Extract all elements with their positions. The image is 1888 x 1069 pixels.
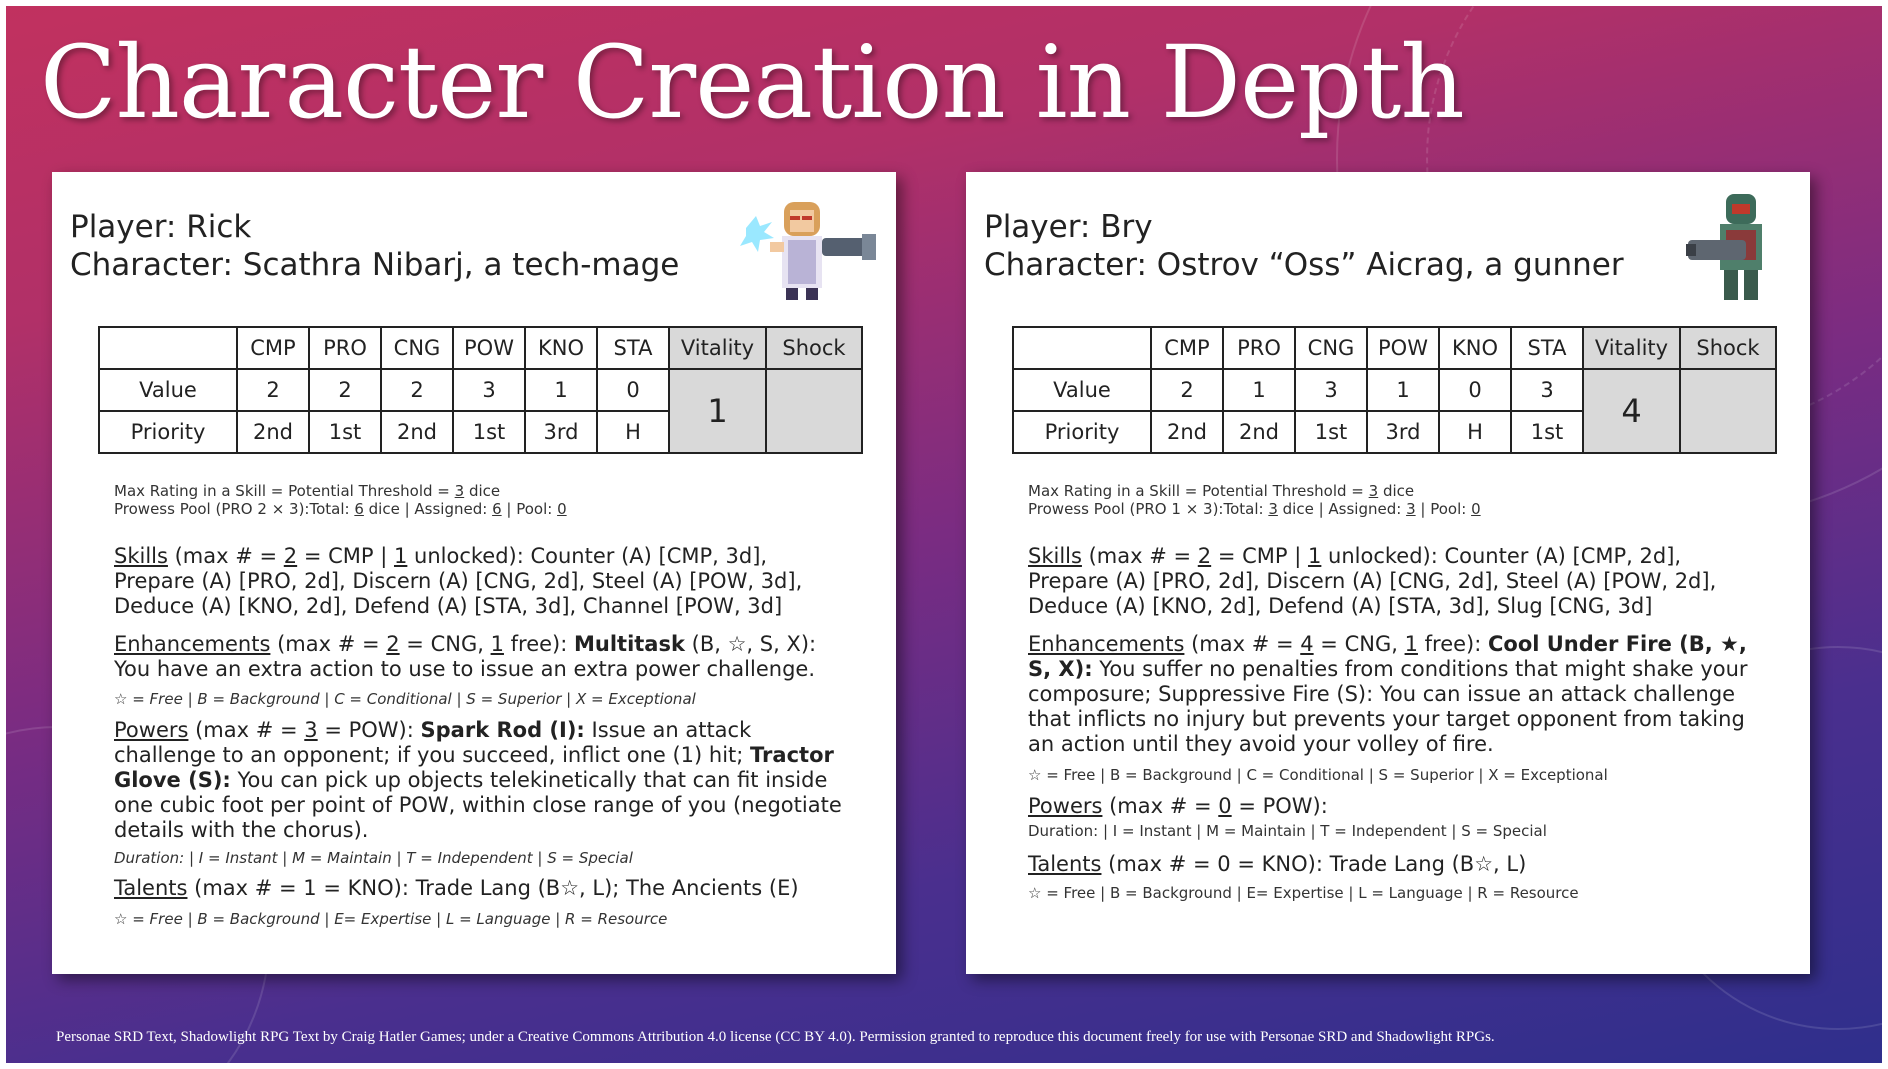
card-header bbox=[984, 208, 1624, 284]
prowess-pool-line: Prowess Pool (PRO 2 × 3):Total: 6 dice | Assigned: 6 | Pool: 0 bbox=[114, 500, 567, 518]
powers-section: Powers (max # = 0 = POW): bbox=[1028, 794, 1328, 818]
talent-legend: ☆ = Free | B = Background | E= Expertise | L = Language | R = Resource bbox=[114, 910, 668, 928]
value-sta: 3 bbox=[1511, 369, 1583, 411]
value-pow: 3 bbox=[453, 369, 525, 411]
priority-kno: 3rd bbox=[525, 411, 597, 453]
talent-legend: ☆ = Free | B = Background | E= Expertise | L = Language | R = Resource bbox=[1028, 884, 1579, 902]
header-vitality: Vitality bbox=[669, 327, 766, 369]
header-vitality: Vitality bbox=[1583, 327, 1680, 369]
header-cmp: CMP bbox=[237, 327, 309, 369]
value-cmp: 2 bbox=[237, 369, 309, 411]
value-pow: 1 bbox=[1367, 369, 1439, 411]
value-cng: 3 bbox=[1295, 369, 1367, 411]
header-pow: POW bbox=[1367, 327, 1439, 369]
gunner-sprite-icon bbox=[1686, 188, 1796, 308]
enhancements-section: Enhancements (max # = 4 = CNG, 1 free): Cool Under Fire (B, ★, S, X): You suffer no penalties from conditions that might shake your composure; Suppressive Fire (S): You can issue an attack challenge that inflicts no injury but prevents your target opponent from taking an action until they avoid your volley of fire. bbox=[1028, 632, 1748, 756]
character-name: Character: Scathra Nibarj, a tech-mage bbox=[70, 247, 680, 283]
priority-cmp: 2nd bbox=[1151, 411, 1223, 453]
value-row bbox=[1013, 369, 1776, 411]
header-cng: CNG bbox=[1295, 327, 1367, 369]
header-cng: CNG bbox=[381, 327, 453, 369]
max-rating-line: Max Rating in a Skill = Potential Threshold = 3 dice bbox=[114, 482, 501, 500]
shock-value bbox=[1680, 369, 1776, 453]
header-pro: PRO bbox=[309, 327, 381, 369]
header-shock: Shock bbox=[1680, 327, 1776, 369]
header-sta: STA bbox=[1511, 327, 1583, 369]
priority-cng: 2nd bbox=[381, 411, 453, 453]
header-kno: KNO bbox=[1439, 327, 1511, 369]
priority-pro: 2nd bbox=[1223, 411, 1295, 453]
priority-sta: H bbox=[597, 411, 669, 453]
priority-label: Priority bbox=[1013, 411, 1151, 453]
value-pro: 1 bbox=[1223, 369, 1295, 411]
powers-section: Powers (max # = 3 = POW): Spark Rod (I): Issue an attack challenge to an opponent; if you succeed, inflict one (1) hit; Tractor Glove (S): You can pick up objects telekinetically that can fit inside one cubic foot per point of POW, within close range of you (negotiate details with the chorus). bbox=[114, 718, 842, 842]
empty-header-cell bbox=[1013, 327, 1151, 369]
enhancements-section: Enhancements (max # = 2 = CNG, 1 free): Multitask (B, ☆, S, X): You have an extra action to use to issue an extra power challenge. bbox=[114, 632, 817, 681]
priority-label: Priority bbox=[99, 411, 237, 453]
value-pro: 2 bbox=[309, 369, 381, 411]
priority-cmp: 2nd bbox=[237, 411, 309, 453]
character-card-rick bbox=[52, 172, 896, 974]
vitality-value: 4 bbox=[1583, 369, 1680, 453]
slide bbox=[6, 6, 1882, 1063]
player-name: Player: Rick bbox=[70, 209, 252, 245]
card-header bbox=[70, 208, 679, 284]
stats-table bbox=[1012, 326, 1777, 454]
stats-header-row bbox=[1013, 327, 1776, 369]
header-shock: Shock bbox=[766, 327, 862, 369]
value-cng: 2 bbox=[381, 369, 453, 411]
character-name: Character: Ostrov “Oss” Aicrag, a gunner bbox=[984, 247, 1624, 283]
player-name: Player: Bry bbox=[984, 209, 1153, 245]
value-label: Value bbox=[1013, 369, 1151, 411]
power-duration-legend: Duration: | I = Instant | M = Maintain | T = Independent | S = Special bbox=[114, 849, 633, 867]
header-kno: KNO bbox=[525, 327, 597, 369]
power-duration-legend: Duration: | I = Instant | M = Maintain | T = Independent | S = Special bbox=[1028, 822, 1547, 840]
skills-section: Skills (max # = 2 = CMP | 1 unlocked): Counter (A) [CMP, 3d], Prepare (A) [PRO, 2d], Discern (A) [CNG, 2d], Steel (A) [POW, 3d], Deduce (A) [KNO, 2d], Defend (A) [STA, 3d], Channel [POW, 3d] bbox=[114, 544, 803, 618]
license-footer: Personae SRD Text, Shadowlight RPG Text by Craig Hatler Games; under a Creative Commons Attribution 4.0 license (CC BY 4.0). Permission granted to reproduce this document freely for use with Personae SRD and Shadowlight RPGs. bbox=[56, 1029, 1495, 1045]
character-card-bry bbox=[966, 172, 1810, 974]
pool-notes bbox=[1028, 482, 1481, 518]
pool-notes bbox=[114, 482, 567, 518]
value-kno: 1 bbox=[525, 369, 597, 411]
prowess-pool-line: Prowess Pool (PRO 1 × 3):Total: 3 dice | Assigned: 3 | Pool: 0 bbox=[1028, 500, 1481, 518]
skills-section: Skills (max # = 2 = CMP | 1 unlocked): Counter (A) [CMP, 2d], Prepare (A) [PRO, 2d], Discern (A) [CNG, 2d], Steel (A) [POW, 2d], Deduce (A) [KNO, 2d], Defend (A) [STA, 3d], Slug [CNG, 3d] bbox=[1028, 544, 1717, 618]
priority-sta: 1st bbox=[1511, 411, 1583, 453]
priority-pow: 1st bbox=[453, 411, 525, 453]
priority-kno: H bbox=[1439, 411, 1511, 453]
talents-section: Talents (max # = 0 = KNO): Trade Lang (B☆, L) bbox=[1028, 852, 1527, 876]
value-label: Value bbox=[99, 369, 237, 411]
value-kno: 0 bbox=[1439, 369, 1511, 411]
priority-pro: 1st bbox=[309, 411, 381, 453]
value-cmp: 2 bbox=[1151, 369, 1223, 411]
empty-header-cell bbox=[99, 327, 237, 369]
header-cmp: CMP bbox=[1151, 327, 1223, 369]
header-pow: POW bbox=[453, 327, 525, 369]
talents-section: Talents (max # = 1 = KNO): Trade Lang (B☆, L); The Ancients (E) bbox=[114, 876, 799, 900]
priority-cng: 1st bbox=[1295, 411, 1367, 453]
vitality-value: 1 bbox=[669, 369, 766, 453]
stats-header-row bbox=[99, 327, 862, 369]
slide-title: Character Creation in Depth bbox=[40, 24, 1464, 141]
header-sta: STA bbox=[597, 327, 669, 369]
enhancement-legend: ☆ = Free | B = Background | C = Conditional | S = Superior | X = Exceptional bbox=[1028, 766, 1608, 784]
priority-pow: 3rd bbox=[1367, 411, 1439, 453]
tech-mage-sprite-icon bbox=[732, 188, 882, 308]
value-row bbox=[99, 369, 862, 411]
stats-table bbox=[98, 326, 863, 454]
header-pro: PRO bbox=[1223, 327, 1295, 369]
max-rating-line: Max Rating in a Skill = Potential Threshold = 3 dice bbox=[1028, 482, 1415, 500]
enhancement-legend: ☆ = Free | B = Background | C = Conditional | S = Superior | X = Exceptional bbox=[114, 690, 696, 708]
value-sta: 0 bbox=[597, 369, 669, 411]
shock-value bbox=[766, 369, 862, 453]
